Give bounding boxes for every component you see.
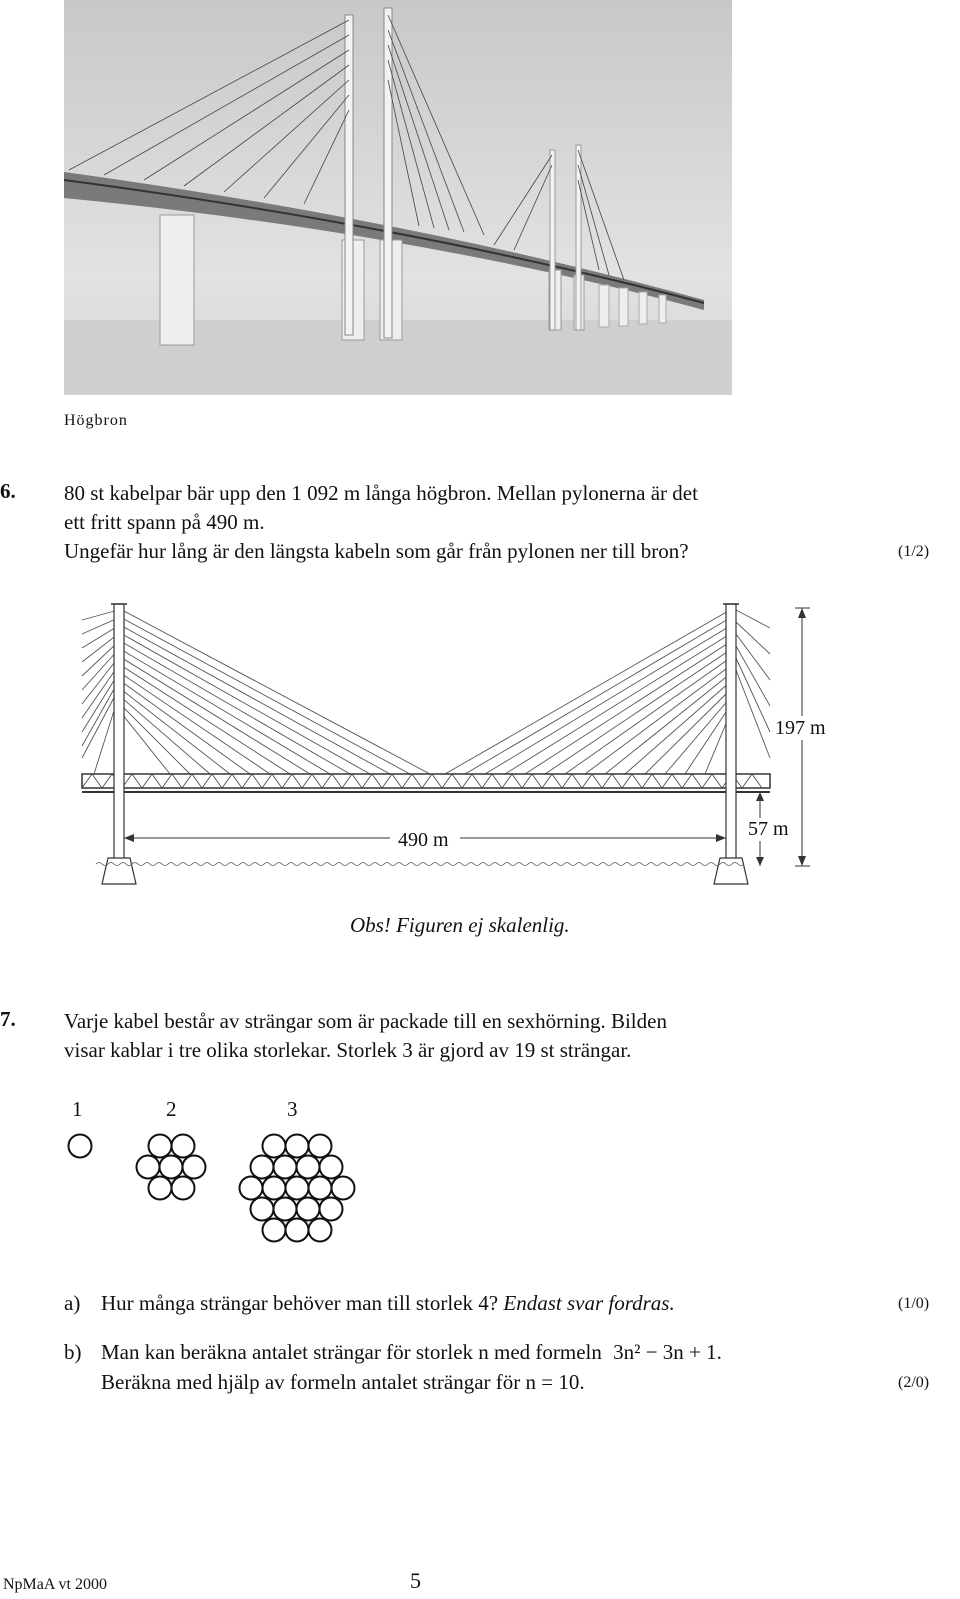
diagram-note: Obs! Figuren ej skalenlig. (350, 913, 570, 937)
question-7b-line-2: Beräkna med hjälp av formeln antalet strängar för n = 10. (101, 1370, 585, 1394)
question-7-line-1: Varje kabel består av strängar som är packade till en sexhörning. Bilden (64, 1009, 667, 1033)
question-7a-text (101, 1289, 675, 1318)
question-7-number: 7. (0, 1007, 16, 1031)
question-7b-formula: 3n² − 3n + 1. (613, 1340, 722, 1364)
question-7b-label: b) (64, 1340, 82, 1364)
question-6-points: (1/2) (898, 543, 930, 560)
question-6-line-1: 80 st kabelpar bär upp den 1 092 m långa högbron. Mellan pylonerna är det (64, 481, 698, 505)
label-57m: 57 m (748, 818, 789, 840)
bridge-diagram (80, 598, 820, 892)
footer-page-number: 5 (410, 1568, 421, 1593)
hexagon-cable-figure (60, 1128, 370, 1253)
size-label-3: 3 (287, 1097, 298, 1121)
question-7a-question: Hur många strängar behöver man till storlek 4? (101, 1291, 499, 1315)
photo-caption: Högbron (64, 412, 128, 429)
question-7b-points: (2/0) (898, 1374, 930, 1391)
question-7b-line-1 (101, 1338, 722, 1367)
question-6-number: 6. (0, 479, 16, 503)
label-490m: 490 m (398, 829, 449, 851)
question-7b-text: Man kan beräkna antalet strängar för storlek n med formeln (101, 1340, 602, 1364)
size-label-1: 1 (72, 1097, 83, 1121)
label-197m: 197 m (775, 717, 826, 739)
size-label-2: 2 (166, 1097, 177, 1121)
question-7a-emphasis: Endast svar fordras. (503, 1291, 675, 1315)
question-7a-label: a) (64, 1291, 81, 1315)
question-6-line-3: Ungefär hur lång är den längsta kabeln som går från pylonen ner till bron? (64, 539, 689, 563)
question-7-line-2: visar kablar i tre olika storlekar. Storlek 3 är gjord av 19 st strängar. (64, 1038, 632, 1062)
footer-exam-code: NpMaA vt 2000 (3, 1576, 107, 1593)
question-7a-points: (1/0) (898, 1295, 930, 1312)
question-6-line-2: ett fritt spann på 490 m. (64, 510, 265, 534)
bridge-photo (64, 0, 732, 395)
